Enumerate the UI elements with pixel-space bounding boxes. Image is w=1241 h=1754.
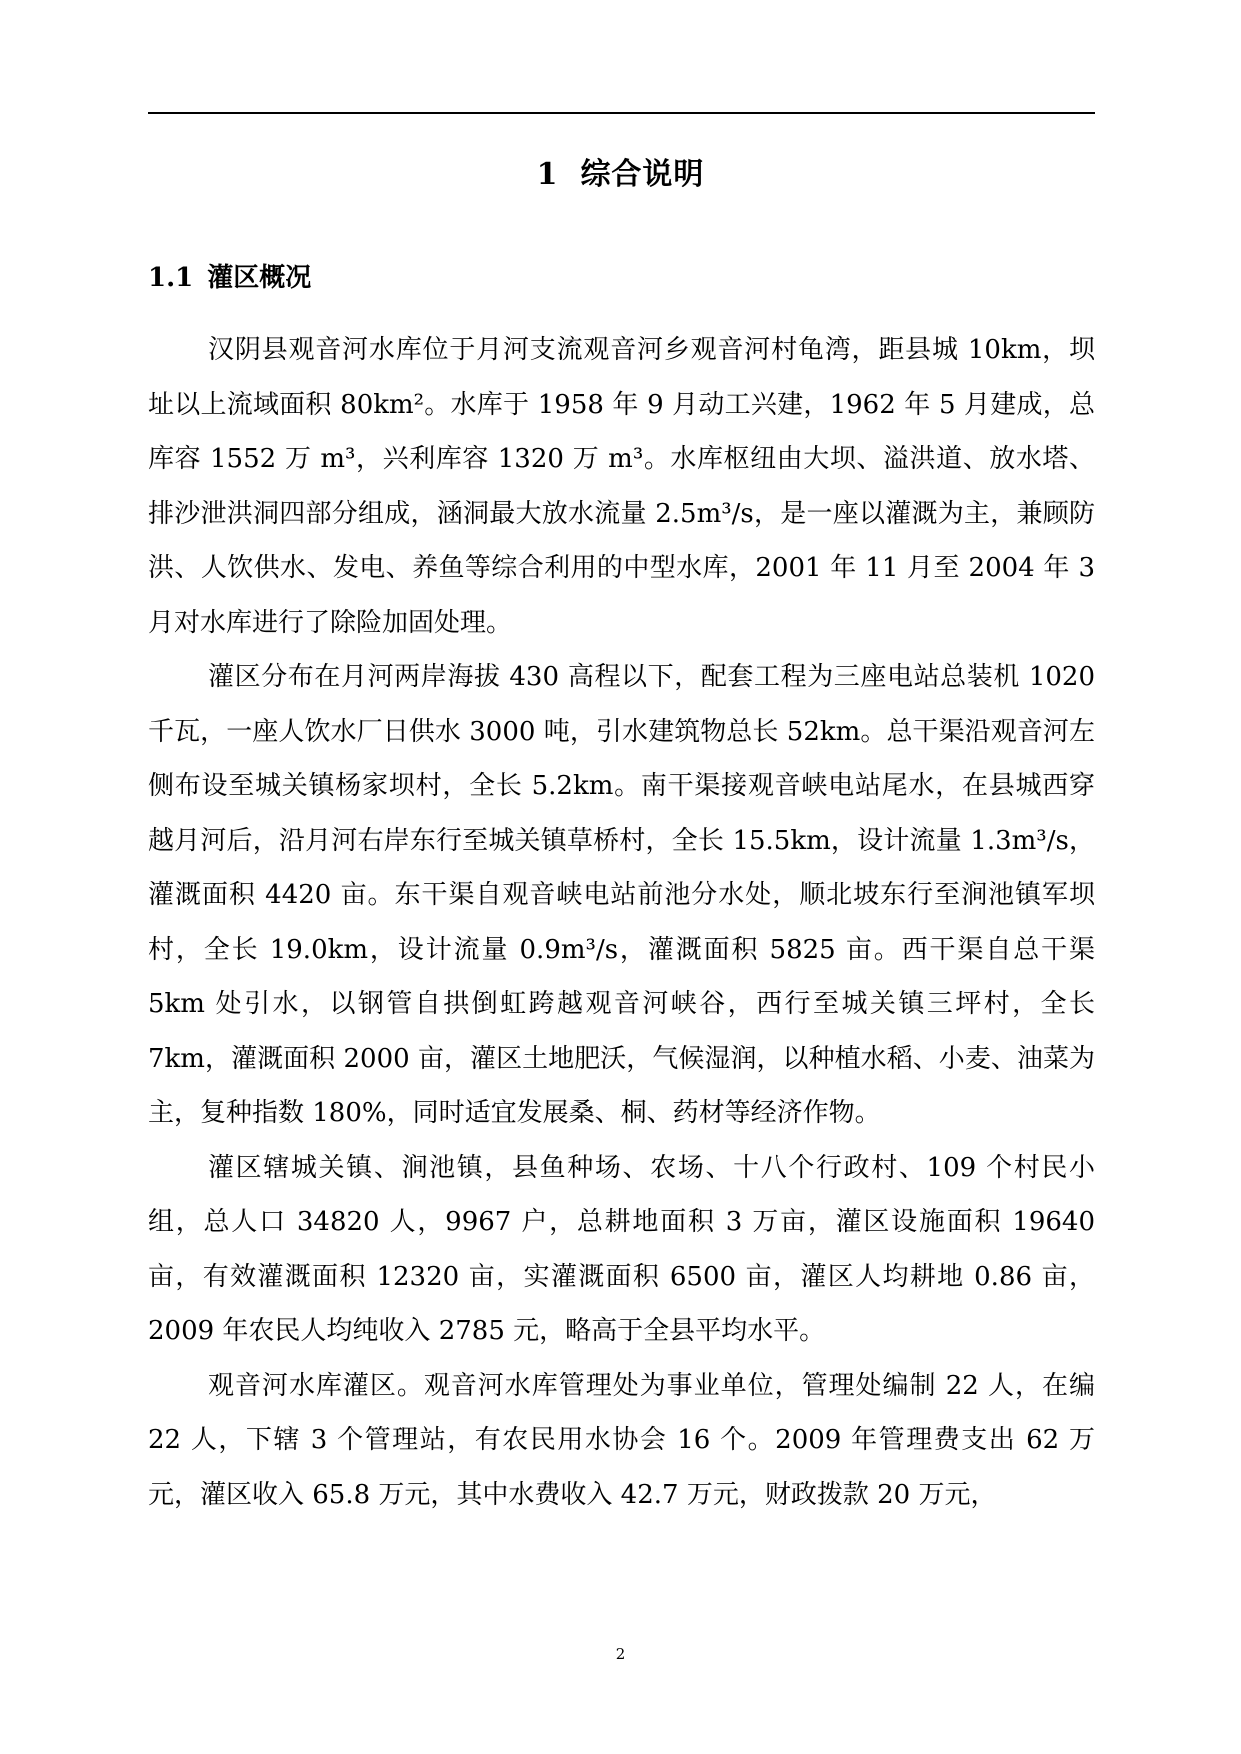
paragraph-irrigation-population: 灌区辖城关镇、涧池镇，县鱼种场、农场、十八个行政村、109 个村民小组，总人口 34820 人，9967 户，总耕地面积 3 万亩，灌区设施面积 19640 亩，有效灌溉面积 12320 亩，实灌溉面积 6500 亩，灌区人均耕地 0.86 亩，2009 年农民人均纯收入 2785 元，略高于全县平均水平。 [148, 1152, 1095, 1346]
section-heading [148, 255, 311, 301]
chapter-title-text: 综合说明 [580, 157, 705, 192]
chapter-number: 1 [536, 157, 559, 192]
paragraph-management: 观音河水库灌区。观音河水库管理处为事业单位，管理处编制 22 人，在编 22 人，下辖 3 个管理站，有农民用水协会 16 个。2009 年管理费支出 62 万元，灌区收入 65.8 万元，其中水费收入 42.7 万元，财政拨款 20 万元， [148, 1370, 1095, 1510]
paragraph-irrigation-distribution: 灌区分布在月河两岸海拔 430 高程以下，配套工程为三座电站总装机 1020 千瓦，一座人饮水厂日供水 3000 吨，引水建筑物总长 52km。总干渠沿观音河左侧布设至城关镇杨家坝村，全长 5.2km。南干渠接观音峡电站尾水，在县城西穿越月河后，沿月河右岸东行至城关镇草桥村，全长 15.5km，设计流量 1.3m³/s，灌溉面积 4420 亩。东干渠自观音峡电站前池分水处，顺北坡东行至涧池镇军坝村，全长 19.0km，设计流量 0.9m³/s，灌溉面积 5825 亩。西干渠自总干渠 5km 处引水，以钢管自拱倒虹跨越观音河峡谷，西行至城关镇三坪村，全长 7km，灌溉面积 2000 亩，灌区土地肥沃，气候湿润，以种植水稻、小麦、油菜为主，复种指数 180%，同时适宜发展桑、桐、药材等经济作物。 [148, 662, 1095, 1128]
section-title-text: 灌区概况 [207, 263, 312, 293]
header-rule [148, 112, 1095, 114]
paragraph-reservoir-overview: 汉阴县观音河水库位于月河支流观音河乡观音河村龟湾，距县城 10km，坝址以上流域面积 80km²。水库于 1958 年 9 月动工兴建，1962 年 5 月建成，总库容 1552 万 m³，兴利库容 1320 万 m³。水库枢纽由大坝、溢洪道、放水塔、排沙泄洪洞四部分组成，涵洞最大放水流量 2.5m³/s，是一座以灌溉为主，兼顾防洪、人饮供水、发电、养鱼等综合利用的中型水库，2001 年 11 月至 2004 年 3 月对水库进行了除险加固处理。 [148, 335, 1095, 638]
chapter-title [0, 150, 1241, 200]
body-text [148, 323, 1095, 1522]
page-number: 2 [615, 1645, 626, 1663]
section-number: 1.1 [148, 263, 194, 293]
